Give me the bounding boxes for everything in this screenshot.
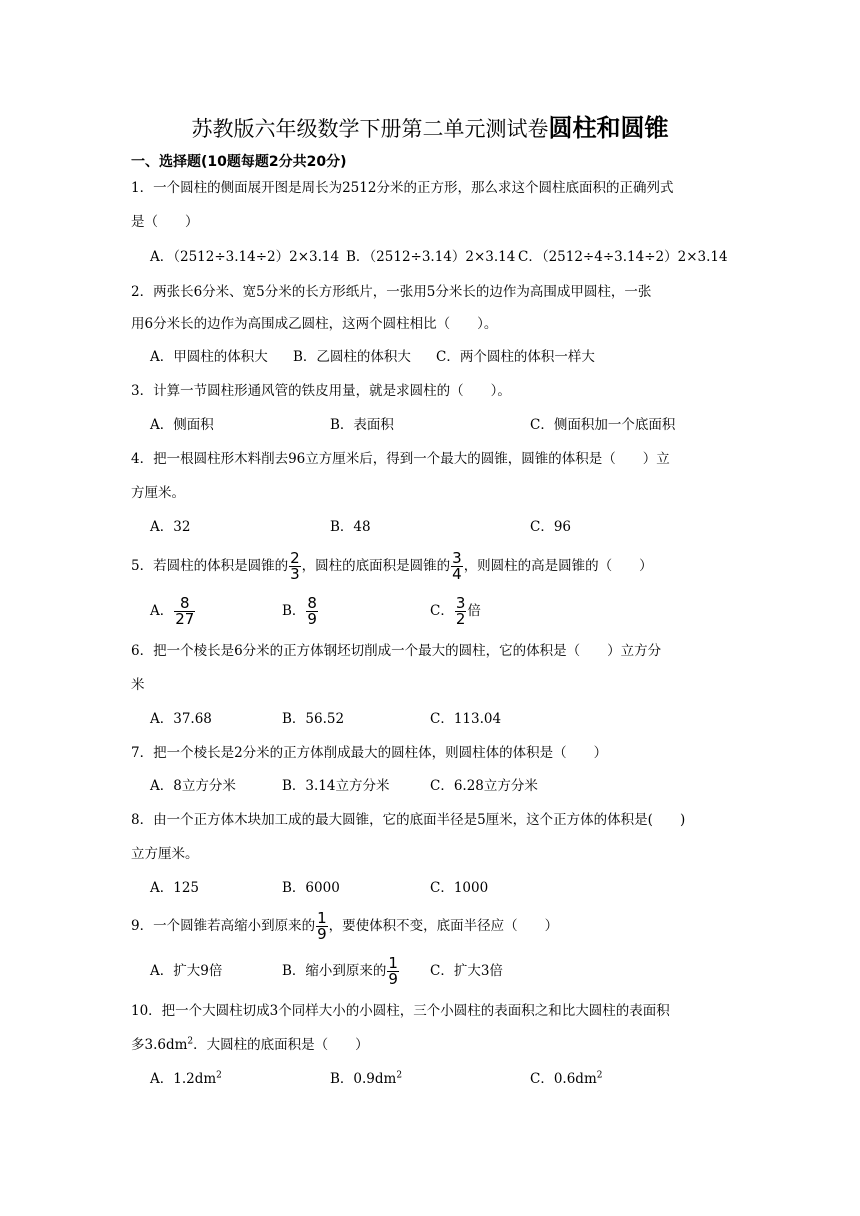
fraction-denominator: 2 <box>455 610 466 628</box>
q10-line-2 <box>131 1035 369 1055</box>
q5-line-1 <box>131 546 653 586</box>
option-fraction <box>455 596 467 627</box>
q9-option-b <box>282 951 400 991</box>
q8-option-b: B．6000 <box>282 880 340 896</box>
q9-line-1 <box>131 906 558 946</box>
option-suffix: 倍 <box>467 603 481 619</box>
superscript: 2 <box>396 1070 403 1081</box>
title-main: 苏教版六年级数学下册第二单元测试卷 <box>191 117 549 141</box>
q2-option-a: A．甲圆柱的体积大 <box>150 349 268 365</box>
q7-option-b: B．3.14立方分米 <box>282 778 390 794</box>
q5-text-3: ，则圆柱的高是圆锥的（ ） <box>463 558 653 574</box>
q9-option-c: C．扩大3倍 <box>430 963 503 979</box>
q4-option-b: B．48 <box>330 519 371 535</box>
q2-line-2: 用6分米长的边作为高围成乙圆柱，这两个圆柱相比（ ）。 <box>131 316 498 332</box>
q2-option-c: C．两个圆柱的体积一样大 <box>436 349 595 365</box>
q9-fraction <box>316 911 328 942</box>
option-text: B．缩小到原来的 <box>282 963 387 979</box>
q10-option-a <box>150 1069 222 1089</box>
q10-text-2: ．大圆柱的底面积是（ ） <box>193 1037 369 1053</box>
q10-option-c <box>530 1069 602 1089</box>
option-text: C．0.6dm <box>530 1071 597 1087</box>
option-fraction <box>306 596 318 627</box>
q5-text-2: ，圆柱的底面积是圆锥的 <box>301 558 451 574</box>
page-title <box>0 113 860 144</box>
q2-option-b: B．乙圆柱的体积大 <box>293 349 411 365</box>
q6-option-a: A．37.68 <box>150 711 212 727</box>
option-fraction <box>387 956 399 987</box>
q3-option-b: B．表面积 <box>330 417 394 433</box>
option-label: C． <box>430 603 454 619</box>
option-label: A． <box>150 603 174 619</box>
fraction-denominator: 3 <box>290 565 300 583</box>
option-text: A．1.2dm <box>150 1071 217 1087</box>
q10-text-1: 多3.6dm <box>131 1037 188 1053</box>
fraction-denominator: 9 <box>388 970 398 988</box>
q6-option-b: B．56.52 <box>282 711 345 727</box>
q5-option-b <box>282 591 319 631</box>
q5-fraction-1 <box>289 551 301 582</box>
q6-option-c: C．113.04 <box>430 711 502 727</box>
q3-line-1: 3．计算一节圆柱形通风管的铁皮用量，就是求圆柱的（ ）。 <box>131 383 511 399</box>
q4-option-c: C．96 <box>530 519 572 535</box>
q1-option-b: B．（2512÷3.14）2×3.14 <box>346 249 516 265</box>
q1-line-2: 是（ ） <box>131 214 199 230</box>
fraction-numerator: 3 <box>452 549 462 567</box>
q8-line-2: 立方厘米。 <box>131 846 199 862</box>
option-fraction <box>174 596 195 627</box>
section-heading: 一、选择题(10题每题2分共20分) <box>131 154 347 170</box>
fraction-denominator: 9 <box>307 610 317 628</box>
q1-option-c: C．（2512÷4÷3.14÷2）2×3.14 <box>518 249 728 265</box>
fraction-numerator: 1 <box>317 909 327 927</box>
fraction-numerator: 2 <box>290 549 300 567</box>
option-label: B． <box>282 603 306 619</box>
fraction-denominator: 27 <box>175 610 195 628</box>
fraction-denominator: 4 <box>452 565 462 583</box>
q4-line-2: 方厘米。 <box>131 485 185 501</box>
q10-line-1: 10．把一个大圆柱切成3个同样大小的小圆柱，三个小圆柱的表面积之和比大圆柱的表面积 <box>131 1003 670 1019</box>
fraction-numerator: 1 <box>388 954 398 972</box>
q4-option-a: A．32 <box>150 519 191 535</box>
fraction-numerator: 8 <box>174 596 195 612</box>
q8-option-c: C．1000 <box>430 880 489 896</box>
q1-option-a: A．（2512÷3.14÷2）2×3.14 <box>150 249 340 265</box>
fraction-numerator: 8 <box>307 594 317 612</box>
q7-option-a: A．8立方分米 <box>150 778 236 794</box>
fraction-denominator: 9 <box>317 925 327 943</box>
q4-line-1: 4．把一根圆柱形木料削去96立方厘米后，得到一个最大的圆锥，圆锥的体积是（ ）立 <box>131 451 670 467</box>
q5-option-a <box>150 591 196 631</box>
q5-text-1: 5．若圆柱的体积是圆锥的 <box>131 558 289 574</box>
q9-text-1: 9．一个圆锥若高缩小到原来的 <box>131 918 316 934</box>
q7-option-c: C．6.28立方分米 <box>430 778 538 794</box>
q10-option-b <box>330 1069 402 1089</box>
q6-line-2: 米 <box>131 677 145 693</box>
option-text: B．0.9dm <box>330 1071 397 1087</box>
superscript: 2 <box>187 1036 194 1047</box>
fraction-numerator: 3 <box>455 594 466 612</box>
q2-line-1: 2．两张长6分米、宽5分米的长方形纸片，一张用5分米长的边作为高围成甲圆柱，一张 <box>131 284 652 300</box>
q6-line-1: 6．把一个棱长是6分米的正方体钢坯切削成一个最大的圆柱，它的体积是（ ）立方分 <box>131 643 662 659</box>
title-sub: 圆柱和圆锥 <box>548 114 669 142</box>
superscript: 2 <box>596 1070 603 1081</box>
q9-text-2: ，要使体积不变，底面半径应（ ） <box>328 918 559 934</box>
q7-line-1: 7．把一个棱长是2分米的正方体削成最大的圆柱体，则圆柱体的体积是（ ） <box>131 745 608 761</box>
q1-line-1: 1．一个圆柱的侧面展开图是周长为2512分米的正方形，那么求这个圆柱底面积的正确列式 <box>131 180 674 196</box>
superscript: 2 <box>216 1070 222 1081</box>
q5-option-c <box>430 591 481 631</box>
q5-fraction-2 <box>451 551 463 582</box>
q3-option-a: A．侧面积 <box>150 417 214 433</box>
q9-option-a: A．扩大9倍 <box>150 963 223 979</box>
q8-line-1: 8．由一个正方体木块加工成的最大圆锥，它的底面半径是5厘米，这个正方体的体积是( ) <box>131 812 686 828</box>
q8-option-a: A．125 <box>150 880 200 896</box>
q3-option-c: C．侧面积加一个底面积 <box>530 417 676 433</box>
